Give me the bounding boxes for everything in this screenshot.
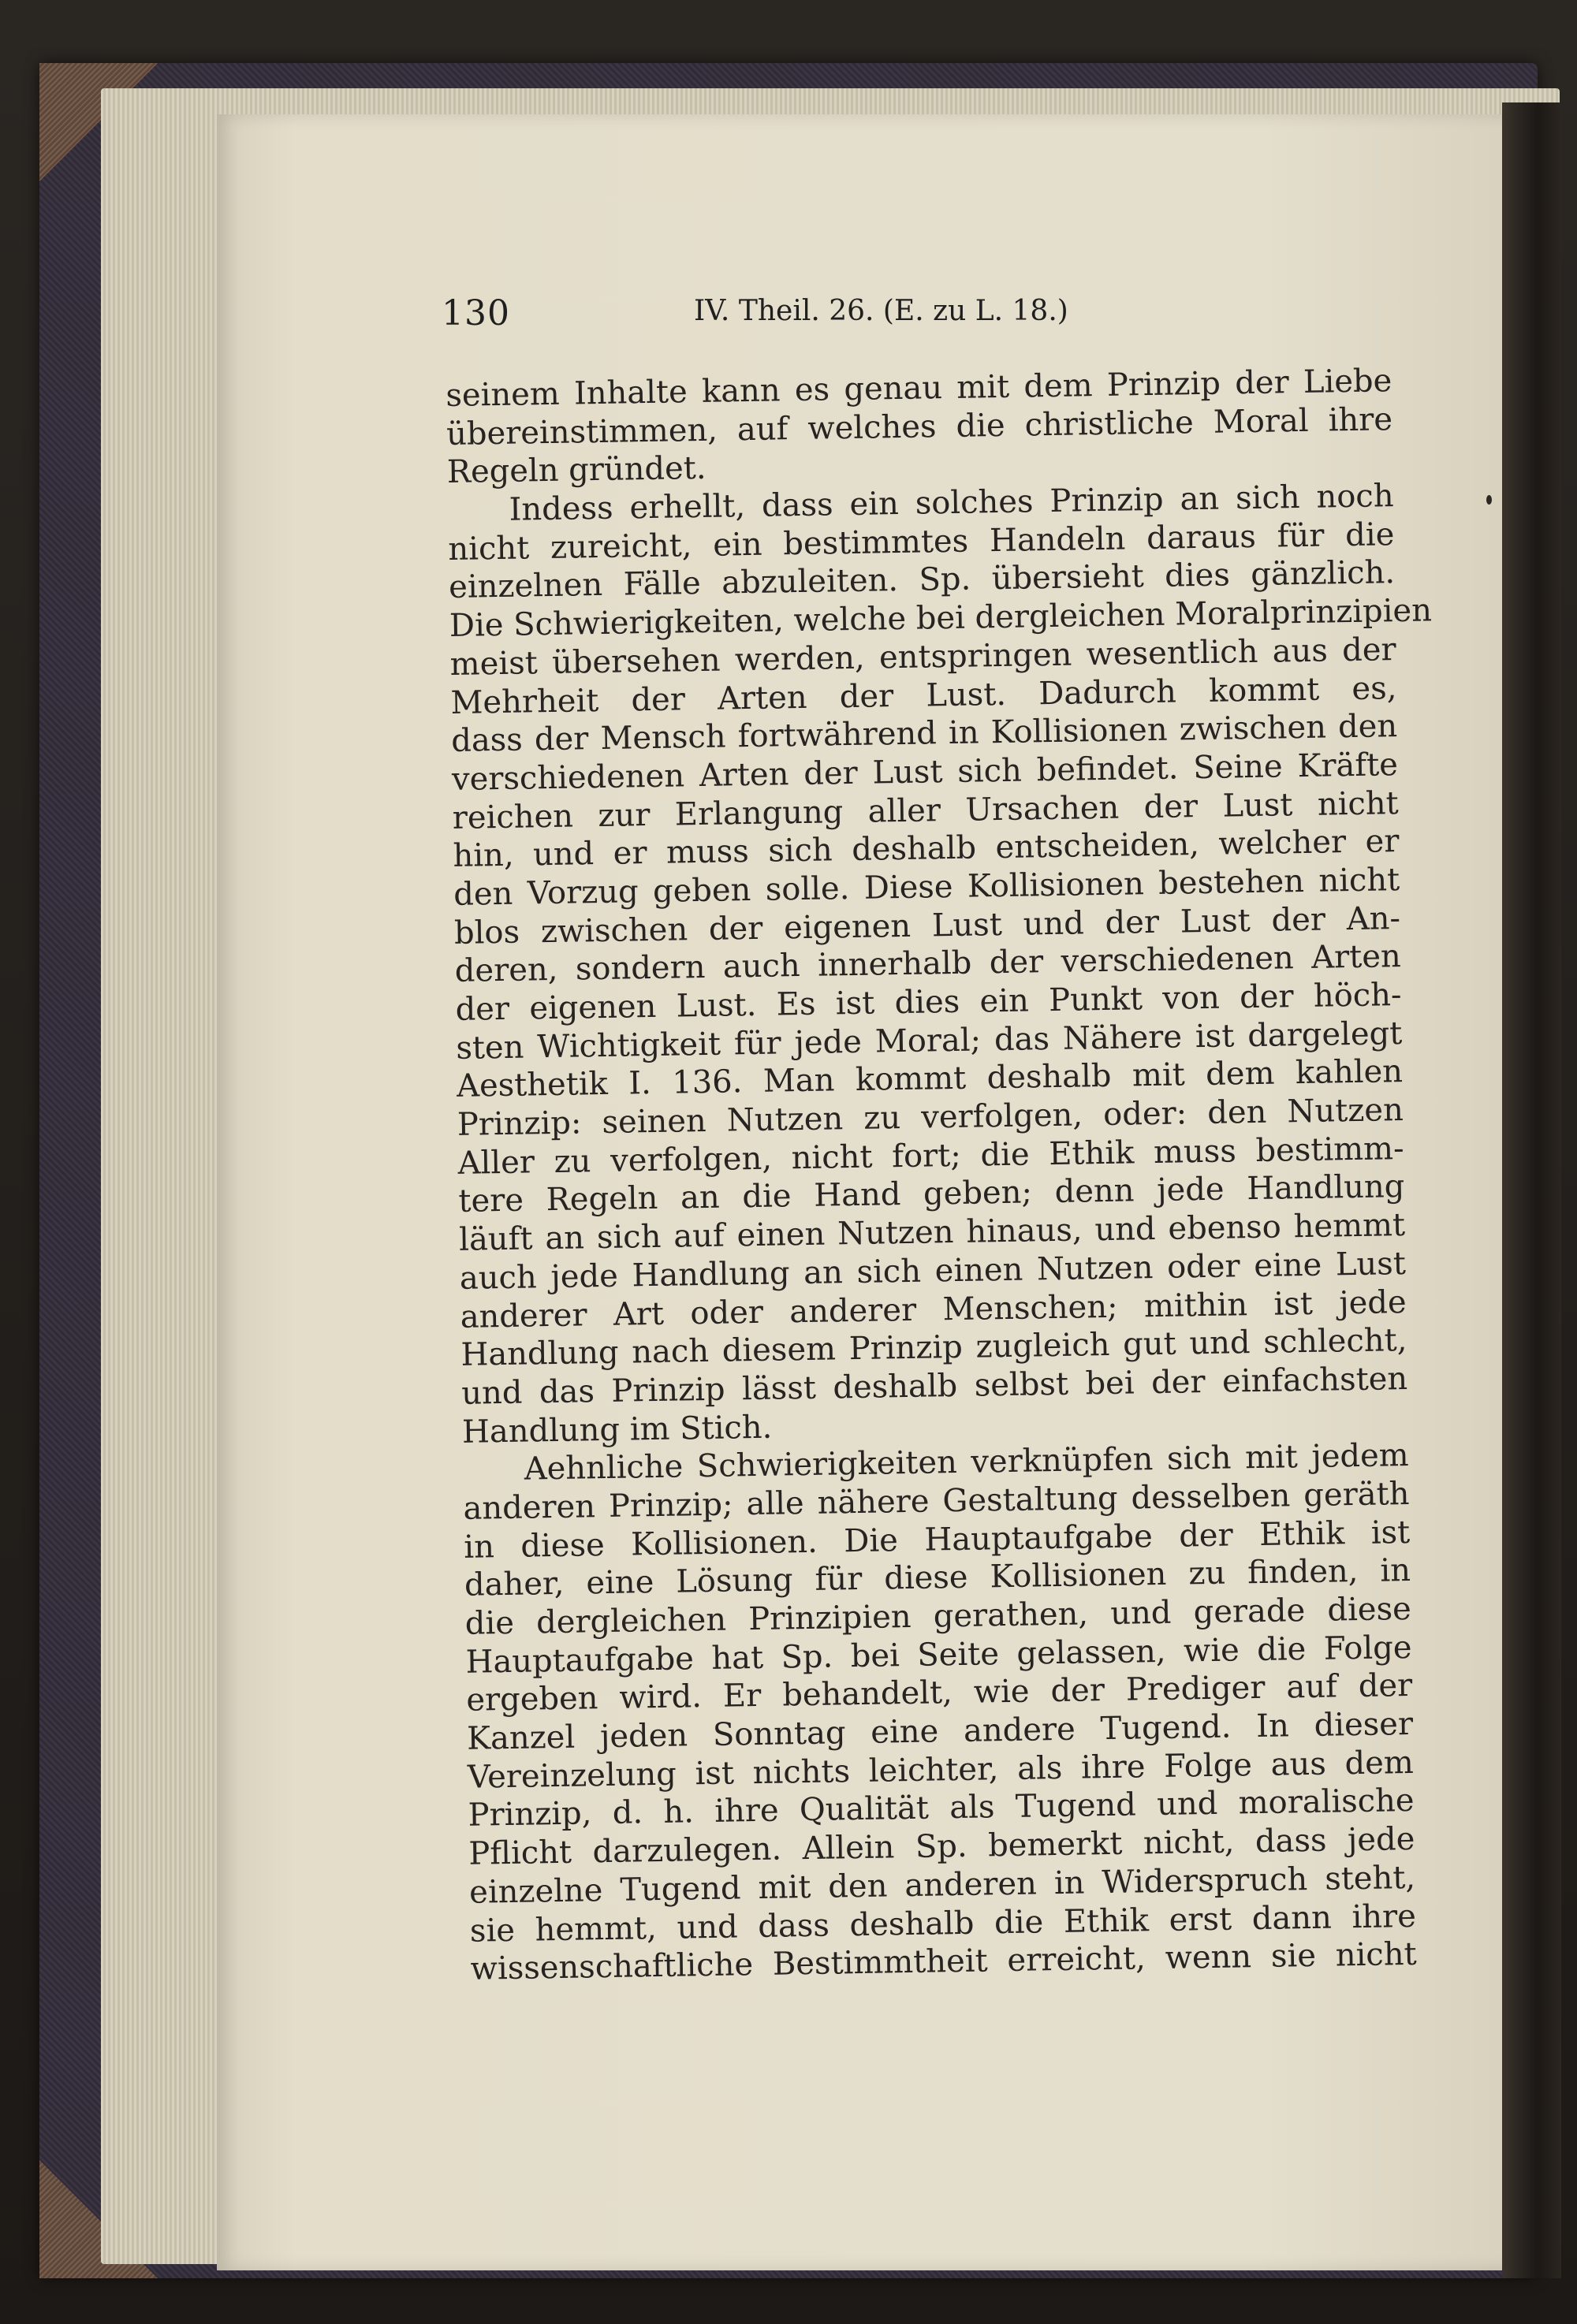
text-line: Mehrheit der Arten der Lust. Dadurch kommt es, xyxy=(450,669,1397,721)
text-line: reichen zur Erlangung aller Ursachen der Lust nicht xyxy=(452,784,1400,836)
binding-gutter xyxy=(1502,102,1561,2278)
text-line: seinem Inhalte kann es genau mit dem Prinzip der Liebe xyxy=(446,363,1392,414)
text-line: Pflicht darzulegen. Allein Sp. bemerkt nicht, dass jede xyxy=(468,1821,1415,1872)
text-line: wissenschaftliche Bestimmtheit erreicht, wenn sie nicht xyxy=(470,1936,1417,1987)
body-text xyxy=(446,362,1433,1988)
text-line: Handlung im Stich. xyxy=(461,1409,773,1451)
text-line: hin, und er muss sich deshalb entscheiden, welcher er xyxy=(453,823,1400,875)
text-line: meist übersehen werden, entspringen wesentlich aus der xyxy=(449,631,1396,683)
text-line: Hauptaufgabe hat Sp. bei Seite gelassen, wie die Folge xyxy=(465,1629,1412,1681)
paragraph-start-line: Aehnliche Schwierigkeiten verknüpfen sich mit jedem xyxy=(524,1437,1410,1488)
text-line: Vereinzelung ist nichts leichter, als ihre Folge aus dem xyxy=(467,1744,1415,1796)
text-line: anderer Art oder anderer Menschen; mithin ist jede xyxy=(460,1283,1407,1335)
text-line: einzelne Tugend mit den anderen in Widerspruch steht, xyxy=(468,1859,1416,1911)
text-line: einzelnen Fälle abzuleiten. Sp. übersieht dies gänzlich. xyxy=(448,554,1396,606)
text-line: und das Prinzip lässt deshalb selbst bei der einfachsten xyxy=(460,1360,1408,1412)
text-line: Aller zu verfolgen, nicht fort; die Ethik muss bestimm- xyxy=(457,1130,1404,1182)
text-line: ergeben wird. Er behandelt, wie der Prediger auf der xyxy=(466,1667,1413,1719)
text-line: deren, sondern auch innerhalb der verschiedenen Arten xyxy=(454,938,1402,990)
text-line: Regeln gründet. xyxy=(446,450,706,491)
text-line: in diese Kollisionen. Die Hauptaufgabe der Ethik ist xyxy=(463,1514,1411,1566)
paper-stain xyxy=(1486,495,1492,505)
text-line: Aesthetik I. 136. Man kommt deshalb mit dem kahlen xyxy=(456,1053,1404,1105)
text-line: dass der Mensch fortwährend in Kollisionen zwischen den xyxy=(450,708,1398,760)
text-line: Die Schwierigkeiten, welche bei dergleichen Moralprinzipien xyxy=(449,592,1433,645)
text-line: läuft an sich auf einen Nutzen hinaus, und ebenso hemmt xyxy=(458,1207,1406,1258)
text-line: Kanzel jeden Sonntag eine andere Tugend. In dieser xyxy=(466,1706,1414,1757)
text-line: Prinzip: seinen Nutzen zu verfolgen, oder: den Nutzen xyxy=(457,1092,1404,1143)
text-line: tere Regeln an die Hand geben; denn jede Handlung xyxy=(458,1168,1405,1220)
text-line: Handlung nach diesem Prinzip zugleich gut und schlecht, xyxy=(460,1322,1407,1374)
running-title: IV. Theil. 26. (E. zu L. 18.) xyxy=(694,295,1068,327)
text-line: blos zwischen der eigenen Lust und der Lust der An- xyxy=(453,899,1401,952)
text-line: übereinstimmen, auf welches die christliche Moral ihre xyxy=(446,400,1393,453)
text-line: daher, eine Lösung für diese Kollisionen zu finden, in xyxy=(464,1552,1411,1604)
page-number: 130 xyxy=(442,293,510,333)
text-line: auch jede Handlung an sich einen Nutzen oder eine Lust xyxy=(459,1245,1407,1297)
text-line: sie hemmt, und dass deshalb die Ethik erst dann ihre xyxy=(469,1898,1417,1950)
text-line: anderen Prinzip; alle nähere Gestaltung desselben geräth xyxy=(463,1475,1410,1527)
text-line: verschiedenen Arten der Lust sich befindet. Seine Kräfte xyxy=(451,746,1399,798)
text-line: der eigenen Lust. Es ist dies ein Punkt von der höch- xyxy=(455,977,1402,1028)
text-line: die dergleichen Prinzipien gerathen, und gerade diese xyxy=(464,1590,1412,1642)
text-line: Prinzip, d. h. ihre Qualität als Tugend und moralische xyxy=(468,1782,1415,1834)
text-line: sten Wichtigkeit für jede Moral; das Nähere ist dargelegt xyxy=(456,1015,1403,1067)
text-line: den Vorzug geben solle. Diese Kollisionen bestehen nicht xyxy=(453,862,1400,913)
text-line: nicht zureicht, ein bestimmtes Handeln daraus für die xyxy=(448,516,1395,568)
paragraph-start-line: Indess erhellt, dass ein solches Prinzip an sich noch xyxy=(509,478,1394,528)
